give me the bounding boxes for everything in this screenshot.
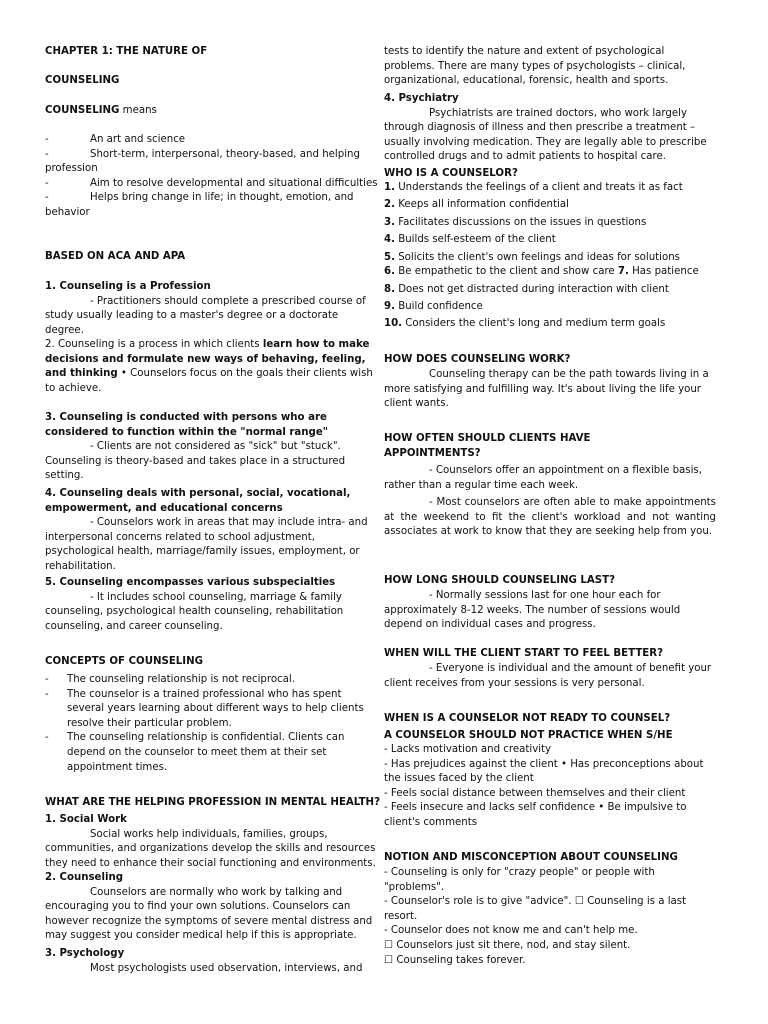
point-1-body: - Practitioners should complete a prescribed course of study usually leading to a master's degree or a doctorate degree. [45,295,366,336]
psychology-continued: tests to identify the nature and extent of psychological problems. There are many types of psychologists – clinical, organizational, educational, forensic, health and sports. [384,46,686,87]
psychiatry [384,92,716,165]
who-list [384,181,716,332]
point-5-body: - It includes school counseling, marriage & family counseling, psychological health counseling, rehabilitation counseling, and career counseling. [45,591,344,632]
list-item: 3. Facilitates discussions on the issues in questions [384,216,647,228]
how-often-1: - Counselors offer an appointment on a flexible basis, rather than a regular time each week. [384,465,702,491]
better-heading: WHEN WILL THE CLIENT START TO FEEL BETTER? [384,648,663,659]
psychology [45,947,380,976]
point-3-body: - Clients are not considered as "sick" but "stuck". Counseling is theory-based and takes place in a structured setting. [45,441,346,482]
list-item: ☐ Counselors just sit there, nod, and stay silent. [384,939,631,951]
point-2: 2. Counseling is a process in which clients learn how to make decisions and formulate new ways of behaving, feeling, and thinking • Counselors focus on the goals their clients wish to achieve. [45,339,373,394]
list-item: - Counseling is only for "crazy people" or people with "problems". [384,867,655,893]
how-work-heading: HOW DOES COUNSELING WORK? [384,354,571,365]
counseling-title: 2. Counseling [45,872,123,883]
list-item: 5. Solicits the client's own feelings and ideas for solutions [384,251,680,263]
psychiatry-body: Psychiatrists are trained doctors, who work largely through diagnosis of illness and then prescribe a treatment – usually involving medication. They are legally able to prescribe controlled drugs and to admit patients to hospital care. [384,107,707,163]
concepts-list [45,673,380,775]
who-heading: WHO IS A COUNSELOR? [384,168,518,179]
list-item: 9. Build confidence [384,300,483,312]
social-work-body: Social works help individuals, families, groups, communities, and organizations develop the skills and resources they need to enhance their social functioning and environments. [45,828,376,869]
counseling-body: Counselors are normally who work by talking and encouraging you to find your own solutions. Counselors can however recognize the symptoms of severe mental distress and may suggest you consider medical help if this is appropriate. [45,886,373,942]
concepts-heading: CONCEPTS OF COUNSELING [45,656,203,667]
point-3 [45,411,380,484]
chapter-title-line1: CHAPTER 1: THE NATURE OF [45,46,208,57]
list-item: ☐ Counseling takes forever. [384,954,526,966]
how-long-heading: HOW LONG SHOULD COUNSELING LAST? [384,575,616,586]
counseling-means-bold: COUNSELING [45,105,120,116]
list-item: - An art and science [45,134,186,145]
point-1-title: 1. Counseling is a Profession [45,281,211,292]
psychology-title: 3. Psychology [45,948,125,959]
list-item: 6. Be empathetic to the client and show care 7. Has patience [384,266,699,278]
list-item-wrap: behavior [45,206,90,218]
not-ready-heading: WHEN IS A COUNSELOR NOT READY TO COUNSEL? [384,713,671,724]
not-practice-heading: A COUNSELOR SHOULD NOT PRACTICE WHEN S/HE [384,730,673,741]
list-item: - Short-term, interpersonal, theory-based, and helping [45,148,360,160]
list-item: - The counselor is a trained professional who has spent several years learning about different ways to help clients resolve their particular problem. [45,688,364,729]
counseling-profession [45,871,380,944]
list-item: - Helps bring change in life; in thought, emotion, and [45,192,354,204]
point-4-body: - Counselors work in areas that may include intra- and interpersonal concerns related to school adjustment, psychological health, marriage/family issues, employment, or rehabilitation. [45,517,368,572]
point-4-title: 4. Counseling deals with personal, social, vocational, empowerment, and educational concerns [45,488,351,514]
social-work-title: 1. Social Work [45,814,127,825]
how-long-body: - Normally sessions last for one hour each for approximately 8-12 weeks. The number of sessions would depend on individual cases and progress. [384,590,681,631]
chapter-title-line2: COUNSELING [45,75,120,86]
list-item-wrap: profession [45,163,98,175]
list-item: 1. Understands the feelings of a client and treats it as fact [384,182,683,193]
list-item: - Counselor does not know me and can't help me. [384,925,638,937]
point-1 [45,280,380,338]
notion-list [384,866,716,968]
list-item: - Lacks motivation and creativity [384,744,552,755]
list-item: - Feels insecure and lacks self confidence • Be impulsive to client's comments [384,802,687,828]
list-item: - Aim to resolve developmental and situational difficulties [45,177,378,189]
list-item: - Has prejudices against the client • Has preconceptions about the issues faced by the client [384,758,704,785]
list-item: 2. Keeps all information confidential [384,199,569,211]
list-item: - Counselor's role is to give "advice". ☐ Counseling is a last resort. [384,896,687,922]
point-3-title: 3. Counseling is conducted with persons who are considered to function within the "normal range" [45,412,329,438]
point-4 [45,487,380,575]
counseling-means [45,104,380,119]
psychiatry-title: 4. Psychiatry [384,93,459,104]
how-often-2: - Most counselors are often able to make appointments at the weekend to fit the client's workload and not wanting associates at work to know that they are seeking help from you. [384,497,716,538]
list-item: 10. Considers the client's long and medium term goals [384,318,666,330]
psychology-body: Most psychologists used observation, interviews, and [90,962,363,974]
list-item: - The counseling relationship is not reciprocal. [45,674,295,685]
how-work-body: Counseling therapy can be the path towards living in a more satisfying and fulfilling way. It's about living the life your client wants. [384,369,709,410]
means-list [45,133,380,221]
helping-heading: WHAT ARE THE HELPING PROFESSION IN MENTAL HEALTH? [45,797,380,808]
list-item: 8. Does not get distracted during interaction with client [384,283,669,295]
how-often-heading: HOW OFTEN SHOULD CLIENTS HAVE APPOINTMENTS? [384,433,591,459]
list-item: 4. Builds self-esteem of the client [384,234,556,246]
list-item: - The counseling relationship is confidential. Clients can depend on the counselor to meet them at their set appointment times. [45,732,345,773]
aca-heading: BASED ON ACA AND APA [45,251,186,262]
notion-heading: NOTION AND MISCONCEPTION ABOUT COUNSELING [384,852,678,863]
point-5-title: 5. Counseling encompasses various subspecialties [45,577,336,588]
point-5 [45,576,380,634]
counseling-means-rest: means [119,105,157,116]
list-item: - Feels social distance between themselves and their client [384,787,686,799]
better-body: - Everyone is individual and the amount of benefit your client receives from your sessions is very personal. [384,663,712,689]
social-work [45,813,380,871]
not-practice-list [384,743,716,831]
